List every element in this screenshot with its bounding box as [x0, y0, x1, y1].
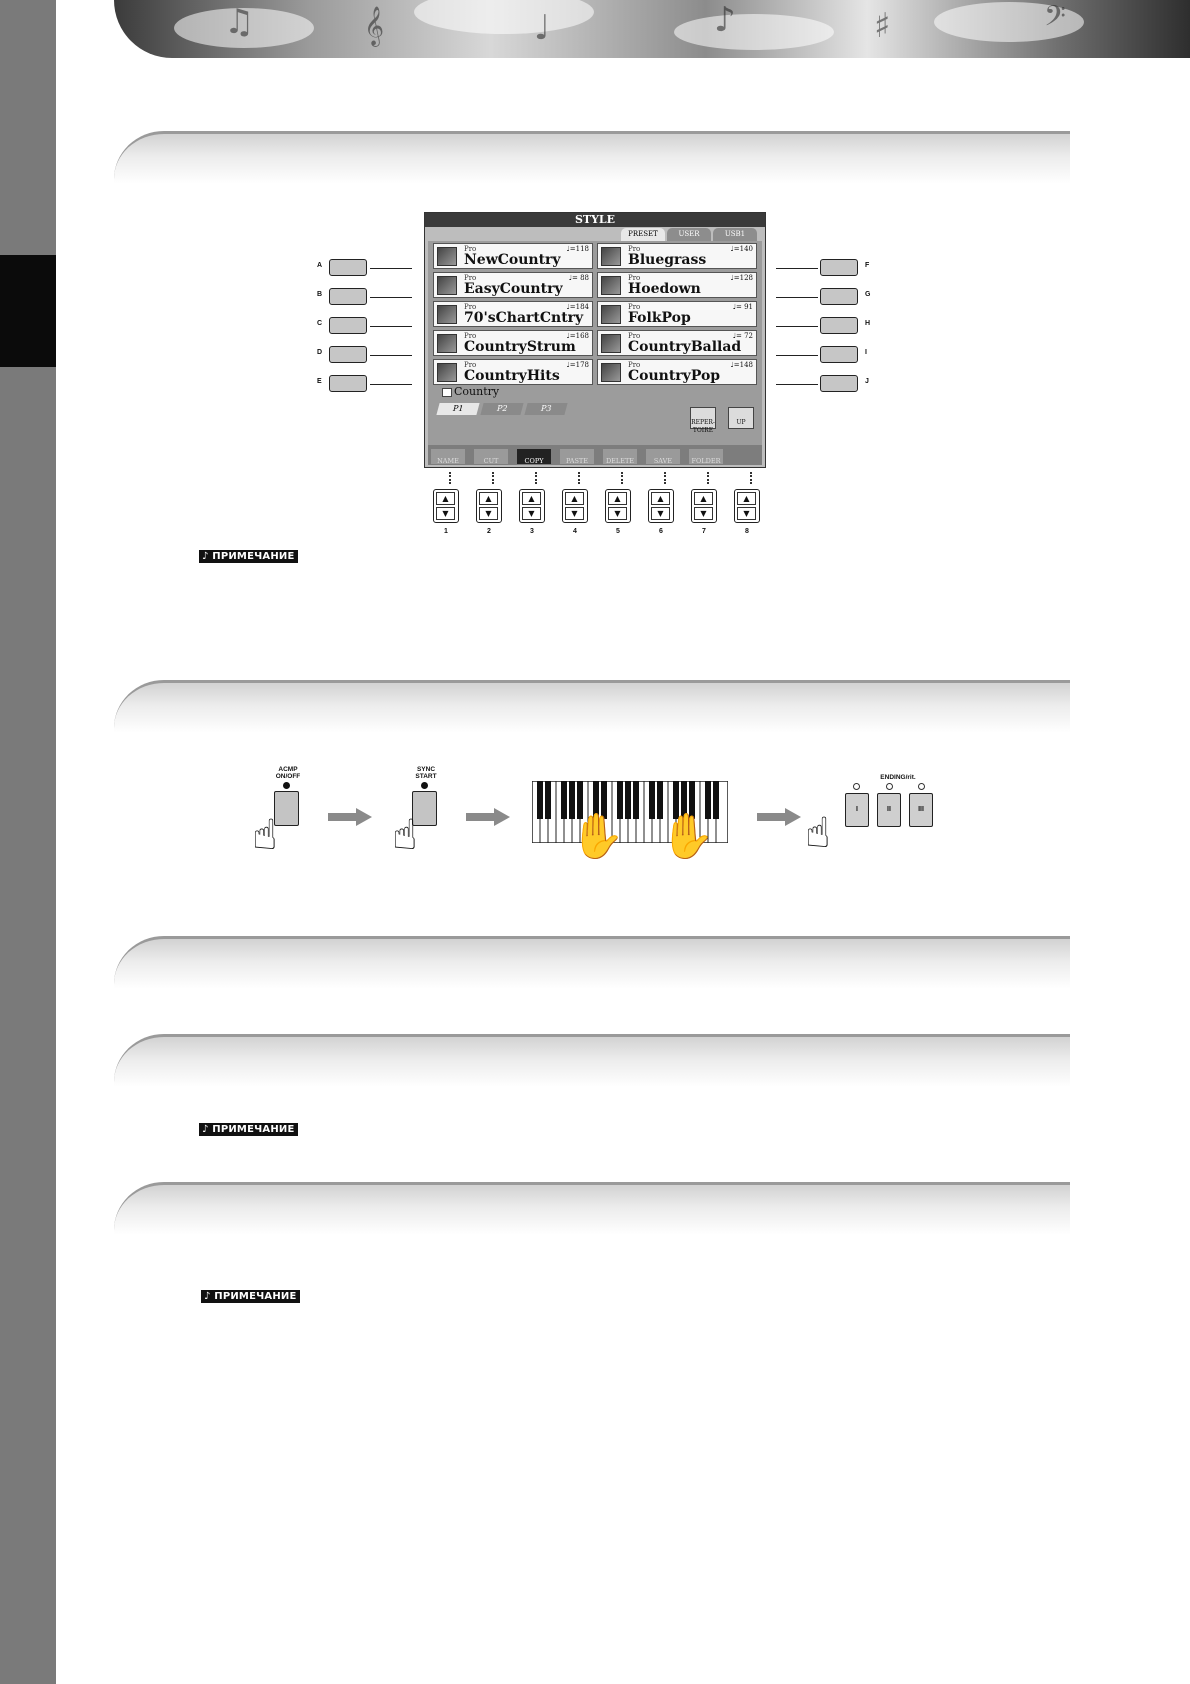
- updown-button-8[interactable]: [734, 489, 760, 523]
- down-arrow-icon[interactable]: ▼: [694, 507, 713, 520]
- menu-cut[interactable]: CUT: [474, 449, 508, 464]
- page-tab-p1[interactable]: P1: [436, 403, 479, 415]
- sync-start-label: SYNC START: [415, 766, 437, 780]
- button-a[interactable]: [329, 259, 367, 276]
- style-icon: [437, 305, 457, 324]
- page-tab-p2[interactable]: P2: [480, 403, 523, 415]
- button-f[interactable]: [820, 259, 858, 276]
- button-b[interactable]: [329, 288, 367, 305]
- style-list: [428, 241, 762, 446]
- down-arrow-icon[interactable]: ▼: [436, 507, 455, 520]
- updown-button-4[interactable]: [562, 489, 588, 523]
- music-note-icon: ♪: [714, 0, 736, 40]
- section-header-5: [114, 1182, 1070, 1235]
- style-item[interactable]: Pro FolkPop ♩= 91: [597, 301, 757, 327]
- style-item[interactable]: Pro CountryPop ♩=148: [597, 359, 757, 385]
- style-item[interactable]: Pro CountryStrum ♩=168: [433, 330, 593, 356]
- side-label-g: G: [865, 291, 871, 298]
- down-arrow-icon[interactable]: ▼: [565, 507, 584, 520]
- ending-button-3[interactable]: III: [909, 793, 933, 827]
- updown-button-6[interactable]: [648, 489, 674, 523]
- ending-led: [918, 783, 925, 790]
- folder-icon: [442, 388, 452, 397]
- up-arrow-icon[interactable]: ▲: [694, 492, 713, 505]
- guitar-icon: [601, 363, 621, 382]
- style-lcd-screen: [424, 212, 766, 468]
- acmp-label: ACMP ON/OFF: [275, 766, 301, 780]
- up-arrow-icon[interactable]: ▲: [737, 492, 756, 505]
- pointing-hand-icon: ☝: [392, 810, 418, 859]
- side-label-e: E: [317, 378, 322, 385]
- style-icon: [601, 276, 621, 295]
- up-arrow-icon[interactable]: ▲: [565, 492, 584, 505]
- ending-led: [853, 783, 860, 790]
- guitar-icon: [437, 247, 457, 266]
- button-number: 7: [702, 528, 706, 535]
- side-label-d: D: [317, 349, 323, 356]
- tab-user[interactable]: USER: [667, 228, 711, 241]
- button-e[interactable]: [329, 375, 367, 392]
- current-folder: Country: [454, 385, 500, 398]
- down-arrow-icon[interactable]: ▼: [737, 507, 756, 520]
- menu-paste[interactable]: PASTE: [560, 449, 594, 464]
- lcd-tabs: [621, 228, 761, 241]
- style-icon: [437, 334, 457, 353]
- style-item[interactable]: Pro 70'sChartCntry ♩=184: [433, 301, 593, 327]
- button-number: 2: [487, 528, 491, 535]
- button-number: 5: [616, 528, 620, 535]
- pointing-hand-icon: ☝: [252, 810, 278, 859]
- repertoire-button[interactable]: REPER-TOIRE: [690, 407, 716, 429]
- button-c[interactable]: [329, 317, 367, 334]
- updown-button-3[interactable]: [519, 489, 545, 523]
- acmp-on-off-button[interactable]: [274, 791, 299, 826]
- note-label: ♪ ПРИМЕЧАНИЕ: [199, 1123, 298, 1136]
- section-header-4: [114, 1034, 1070, 1087]
- button-number: 3: [530, 528, 534, 535]
- header-banner: [114, 0, 1190, 58]
- note-label: ♪ ПРИМЕЧАНИЕ: [199, 550, 298, 563]
- button-g[interactable]: [820, 288, 858, 305]
- down-arrow-icon[interactable]: ▼: [522, 507, 541, 520]
- side-label-b: B: [317, 291, 323, 298]
- button-number: 8: [745, 528, 749, 535]
- section-header-1: [114, 131, 1070, 184]
- ending-button-1[interactable]: I: [845, 793, 869, 827]
- acmp-led: [283, 782, 290, 789]
- up-arrow-icon[interactable]: ▲: [479, 492, 498, 505]
- side-label-c: C: [317, 320, 323, 327]
- side-label-h: H: [865, 320, 871, 327]
- up-arrow-icon[interactable]: ▲: [436, 492, 455, 505]
- down-arrow-icon[interactable]: ▼: [651, 507, 670, 520]
- ending-button-2[interactable]: II: [877, 793, 901, 827]
- ending-label: ENDING/rit.: [880, 774, 916, 781]
- menu-save[interactable]: SAVE: [646, 449, 680, 464]
- hand-icon: ✋: [660, 811, 715, 862]
- style-item[interactable]: Pro Hoedown ♩=128: [597, 272, 757, 298]
- down-arrow-icon[interactable]: ▼: [479, 507, 498, 520]
- side-label-a: A: [317, 262, 323, 269]
- music-note-icon: 𝄢: [1044, 0, 1066, 40]
- style-item[interactable]: Pro EasyCountry ♩= 88: [433, 272, 593, 298]
- updown-button-5[interactable]: [605, 489, 631, 523]
- menu-copy[interactable]: COPY: [517, 449, 551, 464]
- button-number: 1: [444, 528, 448, 535]
- style-item[interactable]: Pro CountryBallad ♩= 72: [597, 330, 757, 356]
- music-note-icon: 𝄞: [364, 6, 385, 46]
- style-icon: [601, 334, 621, 353]
- sync-start-led: [421, 782, 428, 789]
- side-label-f: F: [865, 262, 870, 269]
- page-tab-p3[interactable]: P3: [524, 403, 567, 415]
- button-h[interactable]: [820, 317, 858, 334]
- button-i[interactable]: [820, 346, 858, 363]
- boot-icon: [437, 363, 457, 382]
- hand-icon: ✋: [570, 811, 625, 862]
- button-j[interactable]: [820, 375, 858, 392]
- pointing-hand-icon: ☝: [805, 808, 831, 857]
- lcd-menu-bar: [428, 445, 762, 465]
- note-label: ♪ ПРИМЕЧАНИЕ: [201, 1290, 300, 1303]
- button-number: 4: [573, 528, 577, 535]
- side-label-i: I: [865, 349, 867, 356]
- music-note-icon: ♫: [224, 2, 255, 42]
- banjo-icon: [601, 247, 621, 266]
- arrow-right-icon: [466, 808, 510, 826]
- up-button[interactable]: UP: [728, 407, 754, 429]
- menu-name[interactable]: NAME: [431, 449, 465, 464]
- lcd-title: STYLE: [425, 213, 765, 227]
- side-bar: [0, 0, 56, 1684]
- up-arrow-icon[interactable]: ▲: [608, 492, 627, 505]
- menu-delete[interactable]: DELETE: [603, 449, 637, 464]
- updown-button-7[interactable]: [691, 489, 717, 523]
- guitar-icon: [601, 305, 621, 324]
- button-d[interactable]: [329, 346, 367, 363]
- tab-usb1[interactable]: USB1: [713, 228, 757, 241]
- ending-led: [886, 783, 893, 790]
- style-item[interactable]: Pro NewCountry ♩=118: [433, 243, 593, 269]
- up-arrow-icon[interactable]: ▲: [651, 492, 670, 505]
- tab-preset[interactable]: PRESET: [621, 228, 665, 241]
- arrow-right-icon: [328, 808, 372, 826]
- menu-folder[interactable]: FOLDER: [689, 449, 723, 464]
- up-arrow-icon[interactable]: ▲: [522, 492, 541, 505]
- chapter-tab: [0, 255, 56, 367]
- updown-button-2[interactable]: [476, 489, 502, 523]
- style-item[interactable]: Pro Bluegrass ♩=140: [597, 243, 757, 269]
- section-header-3: [114, 936, 1070, 989]
- music-note-icon: ♯: [874, 6, 891, 46]
- music-note-icon: ♩: [534, 8, 551, 48]
- section-header-2: [114, 680, 1070, 733]
- side-label-j: J: [865, 378, 869, 385]
- button-number: 6: [659, 528, 663, 535]
- updown-button-1[interactable]: [433, 489, 459, 523]
- down-arrow-icon[interactable]: ▼: [608, 507, 627, 520]
- style-item[interactable]: Pro CountryHits ♩=178: [433, 359, 593, 385]
- arrow-right-icon: [757, 808, 801, 826]
- style-icon: [437, 276, 457, 295]
